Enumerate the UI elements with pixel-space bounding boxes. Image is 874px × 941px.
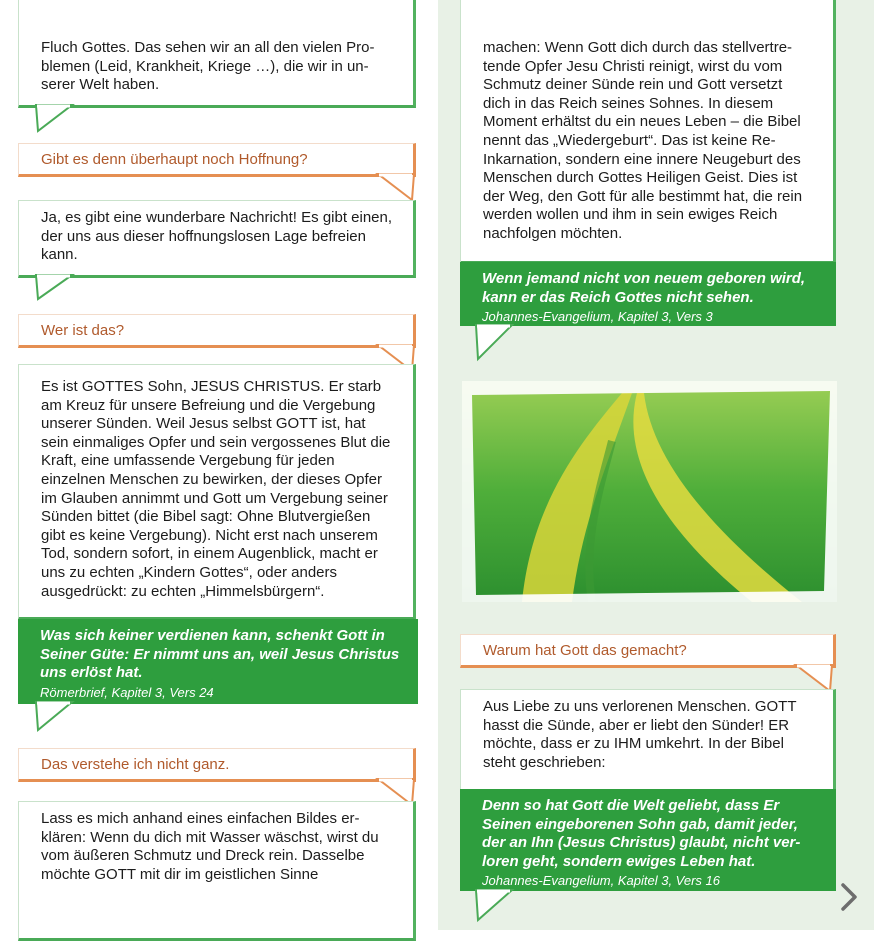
question-text-3: Das verstehe ich nicht ganz. xyxy=(41,756,230,773)
field-path-photo xyxy=(462,381,837,602)
bubble-tail-3 xyxy=(36,702,76,732)
bubble-tail-2 xyxy=(36,275,76,301)
verse-box-2 xyxy=(460,262,836,326)
answer-bubble-2 xyxy=(18,200,416,278)
answer-bubble-5 xyxy=(460,0,836,264)
answer-text-2: Ja, es gibt eine wunderbare Nachricht! Es gibt einen, der uns aus dieser hoffnungslosen Lage befreien kann. xyxy=(41,209,393,264)
question-box-1 xyxy=(18,143,416,177)
answer-text-3: Es ist GOTTES Sohn, JESUS CHRISTUS. Er starb am Kreuz für unsere Befreiung und die Vergebung unserer Sünden. Weil Jesus selbst GOTT ist, hat sein einmaliges Opfer und sein vergossenes Blut die Kraft, eine umfassende Vergebung für jeden einzelnen Menschen zu bewirken, der dieses Opfer im Glauben annimmt und Gott um Vergebung seiner Sünden bittet (die Bibel sagt: Ohne Blutvergießen gibt es keine Vergebung). Nicht erst nach unserem Tod, sondern sofort, in einem Augenblick, macht er uns zu echten „Kindern Gottes“, oder anders ausgedrückt: zu echten „Himmelsbürgern“. xyxy=(41,378,391,600)
verse-text-2: Wenn jemand nicht von neuem geboren wird, kann er das Reich Gottes nicht sehen. xyxy=(482,270,806,306)
bubble-tail-6 xyxy=(476,890,516,922)
verse-box-1 xyxy=(18,619,418,704)
answer-text-6: Aus Liebe zu uns verlorenen Menschen. GOTT hasst die Sünde, aber er liebt den Sünder! ER möchte, dass er zu IHM umkehrt. In der Bibel steht geschrieben: xyxy=(483,698,797,771)
verse-reference-3: Johannes-Evangelium, Kapitel 3, Vers 16 xyxy=(482,873,720,889)
verse-reference-1: Römerbrief, Kapitel 3, Vers 24 xyxy=(40,684,214,700)
question-box-2 xyxy=(18,314,416,348)
answer-bubble-3 xyxy=(18,364,416,620)
question-tail-1 xyxy=(378,174,418,202)
verse-reference-2: Johannes-Evangelium, Kapitel 3, Vers 3 xyxy=(482,309,713,325)
answer-text-4: Lass es mich anhand eines einfachen Bildes erklären: Wenn du dich mit Wasser wäschst, wirst du vom äußeren Schmutz und Dreck rein. Dasselbe möchte GOTT mit dir im geistlichen Sinne xyxy=(41,810,379,883)
question-text-4: Warum hat Gott das gemacht? xyxy=(483,642,687,659)
question-box-3 xyxy=(18,748,416,782)
answer-text-1: Fluch Gottes. Das sehen wir an all den vielen Problemen (Leid, Krankheit, Kriege …), die wir in unserer Welt haben. xyxy=(41,39,375,94)
question-text-2: Wer ist das? xyxy=(41,322,125,339)
verse-text-3: Denn so hat Gott die Welt geliebt, dass Er Seinen eingeborenen Sohn gab, damit jeder, der an Ihn (Jesus Christus) glaubt, nicht verloren geht, sondern ewiges Leben hat. xyxy=(482,797,801,870)
bubble-tail-5 xyxy=(476,325,516,361)
question-text-1: Gibt es denn überhaupt noch Hoffnung? xyxy=(41,151,308,168)
verse-box-3 xyxy=(460,789,836,891)
bubble-tail-1 xyxy=(36,105,76,133)
chevron-right-icon[interactable] xyxy=(838,882,860,912)
verse-text-1: Was sich keiner verdienen kann, schenkt Gott in Seiner Güte: Er nimmt uns an, weil Jesus Christus uns erlöst hat. xyxy=(40,627,400,682)
question-box-4 xyxy=(460,634,836,668)
answer-bubble-1 xyxy=(18,0,416,108)
answer-bubble-4 xyxy=(18,801,416,941)
answer-bubble-6 xyxy=(460,689,836,793)
answer-text-5: machen: Wenn Gott dich durch das stellvertretende Opfer Jesu Christi reinigt, wirst du vom Schmutz deiner Sünde rein und Gott versetzt dich in das Reich seines Sohnes. In diesem Moment erhältst du ein neues Leben – die Bibel nennt das „Wiedergeburt“. Das ist keine Re-Inkarnation, sondern eine innere Neugeburt des Menschen durch Gottes Heiligen Geist. Dies ist der Weg, den Gott für alle bestimmt hat, die rein werden wollen und ihm in sein ewiges Reich nachfolgen möchten. xyxy=(483,39,803,242)
